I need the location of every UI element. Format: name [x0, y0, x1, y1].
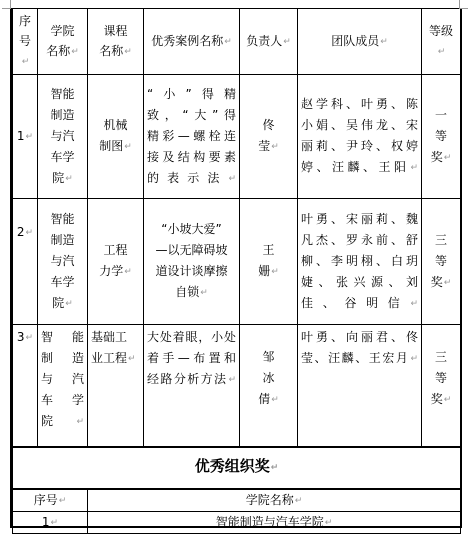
org-award-title-row — [13, 447, 461, 489]
table-row — [13, 325, 461, 447]
cell-text-line: 与汽 — [41, 372, 84, 386]
document-table-container — [10, 8, 462, 528]
org-award-table — [12, 489, 461, 534]
cell-text-line: 奖↵ — [430, 149, 452, 164]
cell-text-line: 智能 — [41, 330, 84, 344]
cell-text-line: 业工程↵ — [91, 351, 136, 365]
cell-text-line: 莹、汪麟、王宏月↵ — [301, 351, 418, 365]
header-case-name: 优秀案例名称↵ — [144, 9, 240, 75]
header-text-line: 课程 — [103, 24, 128, 38]
cell-text-line: 王 — [262, 243, 275, 257]
cell-text-line: 婕、张兴源、刘 — [301, 274, 418, 289]
cell-text-line: “小”得精 — [147, 86, 236, 101]
cell-text-line: 与汽 — [50, 253, 75, 268]
cell-text-line: 机械 — [103, 118, 128, 132]
row-college — [38, 75, 88, 199]
cell-text-line: 凡杰、罗永前、舒 — [301, 232, 418, 247]
cell-text-line: 邹 — [262, 350, 275, 364]
cell-text-line: 的表示法↵ — [147, 170, 236, 185]
cell-text-line: 接及结构要素 — [147, 149, 236, 164]
row-members — [298, 199, 422, 325]
header-text-line: 名称↵ — [99, 44, 132, 58]
cell-text-line: 车学 — [50, 274, 75, 289]
corner-mark-top-left — [2, 0, 11, 9]
cell-text-line: 等 — [434, 371, 447, 385]
row-case-name — [144, 75, 240, 199]
row-college — [38, 199, 88, 325]
cell-text-line: 佟 — [262, 118, 275, 132]
row-leader — [240, 199, 298, 325]
header-text-line: 学院 — [50, 24, 75, 38]
org-header-index: 序号↵ — [13, 489, 88, 511]
cell-text-line: 院↵ — [52, 170, 73, 185]
corner-mark-top-right — [459, 0, 468, 9]
cell-text-line: 佳、谷明信↵ — [301, 295, 418, 310]
cell-text-line: 奖↵ — [430, 274, 452, 289]
cell-text-line: 叶勇、向丽君、佟 — [301, 330, 418, 344]
cell-text-line: 工程 — [103, 243, 128, 257]
cell-text-line: 力学↵ — [99, 264, 132, 278]
cell-text-line: 柳、李明栩、白玥 — [301, 253, 418, 268]
cell-text-line: —以无障碍坡 — [155, 243, 228, 257]
header-row — [13, 9, 461, 75]
org-award-row — [13, 511, 461, 533]
org-header-college: 学院名称↵ — [88, 489, 461, 511]
cell-text-line: 大处着眼，小处 — [147, 330, 236, 344]
cell-text-line: 倩↵ — [258, 392, 279, 406]
cell-text-line: 精彩—螺栓连 — [147, 128, 236, 143]
row-grade — [422, 75, 461, 199]
header-members: 团队成员↵ — [298, 9, 422, 75]
org-award-header-row — [13, 489, 461, 511]
row-case-name — [144, 199, 240, 325]
org-row-college: 智能制造与汽车学院↵ — [88, 511, 461, 533]
cell-text-line: 姗↵ — [258, 264, 279, 278]
row-course — [88, 199, 144, 325]
header-index — [13, 9, 38, 75]
table-row — [13, 75, 461, 199]
cell-text-line: 等 — [434, 253, 447, 268]
cell-text-line: 制造 — [41, 351, 84, 365]
cell-text-line: 着手—布置和 — [147, 351, 236, 365]
cell-text-line: 一 — [434, 107, 447, 122]
header-grade: 等级↵ — [422, 9, 461, 75]
cell-text-line: 小娟、吴伟龙、宋 — [301, 118, 418, 132]
row-college — [38, 325, 88, 447]
cell-text-line: 丽莉、尹玲、权婷 — [301, 139, 418, 153]
row-leader — [240, 75, 298, 199]
cell-text-line: 赵学科、叶勇、陈 — [301, 97, 418, 111]
cell-text-line: 院↵ — [41, 414, 84, 428]
header-text-line: 名称↵ — [46, 44, 79, 58]
header-text-line: 号↵ — [18, 34, 31, 67]
cell-text-line: 三 — [434, 232, 447, 247]
cell-text-line: 婷、汪麟、王阳↵ — [301, 160, 418, 174]
cell-text-line: “小坡大爱” — [161, 222, 222, 236]
cell-text-line: 冰 — [262, 371, 275, 385]
cell-text-line: 奖↵ — [430, 392, 452, 406]
org-award-title: 优秀组织奖↵ — [13, 447, 461, 489]
row-grade — [422, 325, 461, 447]
cell-text-line: 道设计谈摩擦 — [155, 264, 228, 278]
row-course — [88, 325, 144, 447]
cell-text-line: 智能 — [50, 86, 75, 101]
cell-text-line: 等 — [434, 128, 447, 143]
cell-text-line: 莹↵ — [258, 139, 279, 153]
row-course — [88, 75, 144, 199]
row-index: 3↵ — [13, 325, 38, 447]
cell-text-line: 与汽 — [50, 128, 75, 143]
header-leader: 负责人↵ — [240, 9, 298, 75]
cell-text-line: 叶勇、宋丽莉、魏 — [301, 211, 418, 226]
header-course — [88, 9, 144, 75]
cell-text-line: 智能 — [50, 211, 75, 226]
case-award-table — [12, 8, 461, 489]
cell-text-line: 基础工 — [91, 330, 128, 344]
row-index: 1↵ — [13, 75, 38, 199]
row-index: 2↵ — [13, 199, 38, 325]
cell-text-line: 制图↵ — [99, 139, 132, 153]
header-text-line: 序 — [18, 14, 31, 28]
cell-text-line: 院↵ — [52, 295, 73, 310]
cell-text-line: 制造 — [50, 232, 75, 247]
row-grade — [422, 199, 461, 325]
cell-text-line: 经路分析方法↵ — [147, 372, 236, 386]
cell-text-line: 制造 — [50, 107, 75, 122]
table-row — [13, 199, 461, 325]
cell-text-line: 车学 — [50, 149, 75, 164]
row-members — [298, 325, 422, 447]
cell-text-line: 车学 — [41, 393, 84, 407]
header-college — [38, 9, 88, 75]
row-case-name — [144, 325, 240, 447]
cell-text-line: 自锁↵ — [175, 285, 208, 299]
org-row-index: 1↵ — [13, 511, 88, 533]
row-leader — [240, 325, 298, 447]
cell-text-line: 三 — [434, 350, 447, 364]
cell-text-line: 致，“大”得 — [147, 107, 236, 122]
row-members — [298, 75, 422, 199]
